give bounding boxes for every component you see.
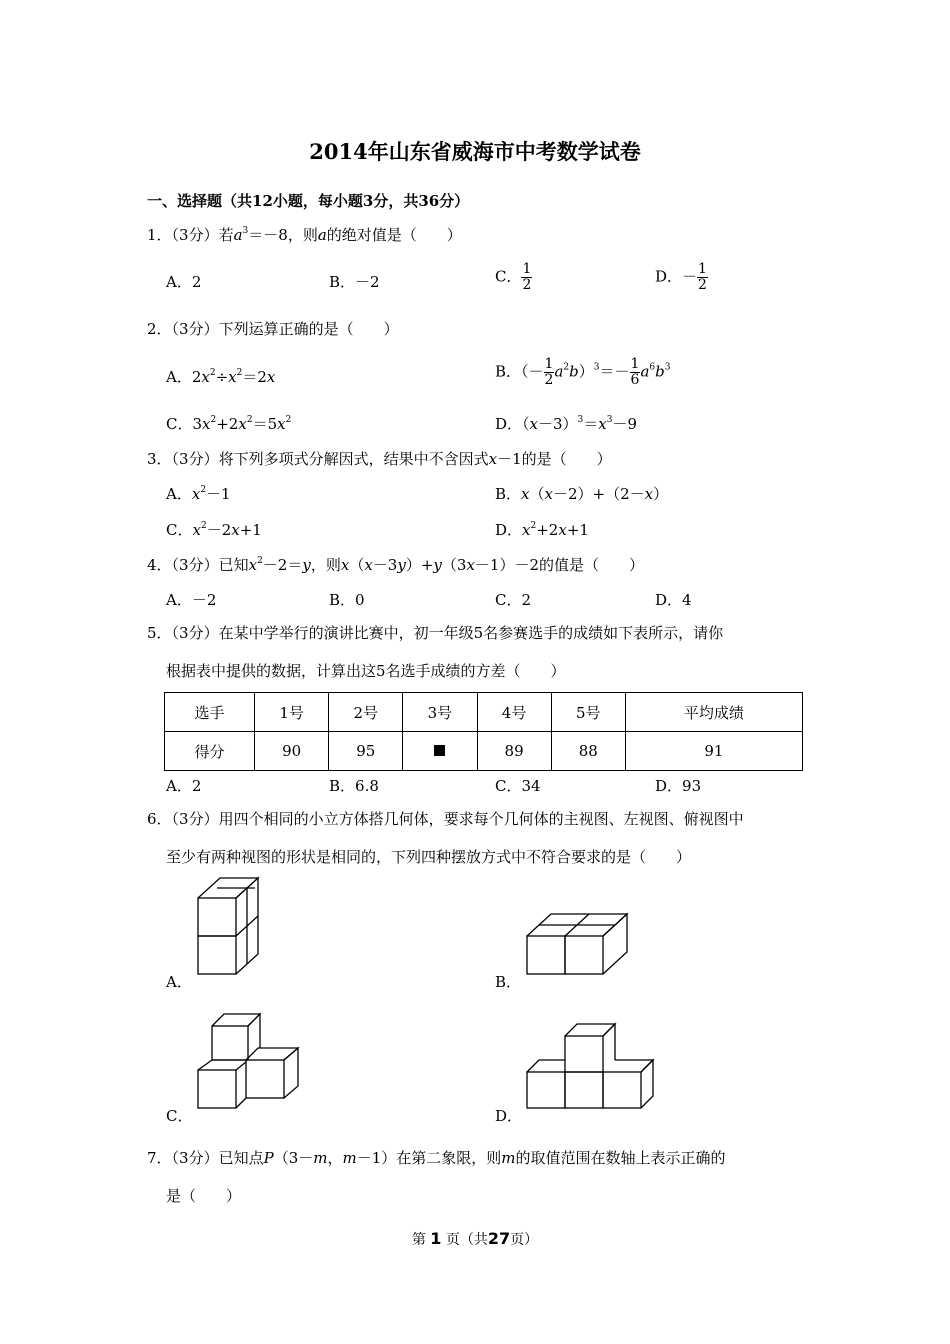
- section-heading: 一、选择题（共12小题，每小题3分，共36分）: [147, 192, 470, 210]
- q2-option-c: C．$3x^2+2x^2=5x^2$: [166, 415, 292, 433]
- question-2-stem: 2．（3分）下列运算正确的是（ ）: [147, 320, 399, 338]
- table-cell: 88: [551, 732, 625, 771]
- fraction: $\frac{1}{2}$: [522, 261, 532, 293]
- q6-option-d: D．: [495, 1107, 523, 1125]
- table-cell: [403, 732, 477, 771]
- q3-option-c: C．$x^2-2x+1$: [166, 521, 262, 539]
- q2-option-b: B．（－ $\frac{1}{2}$ $a^2b)^3=-$ $\frac{1}{6}$ $a^6b^3$: [495, 356, 671, 388]
- cube-figure-d: [527, 1024, 657, 1110]
- q4-option-d: D．4: [655, 591, 692, 609]
- table-header: 1号: [255, 693, 329, 732]
- table-cell: 89: [477, 732, 551, 771]
- q1-option-c: C． $\frac{1}{2}$: [495, 261, 532, 293]
- question-6-line-1: 6．（3分）用四个相同的小立方体搭几何体，要求每个几何体的主视图、左视图、俯视图中: [147, 810, 744, 828]
- question-5-line-2: 根据表中提供的数据，计算出这5名选手成绩的方差（ ）: [166, 662, 566, 680]
- table-cell: 95: [329, 732, 403, 771]
- black-square-icon: [434, 745, 445, 756]
- question-4-stem: 4．（3分）已知$x^2-2=y$，则x（x－3y）+y（3x－1）－2的值是（ ）: [147, 556, 645, 574]
- table-row: [165, 693, 803, 732]
- q6-option-b: B．: [495, 973, 522, 991]
- q1-option-d: D．－ $\frac{1}{2}$: [655, 261, 707, 293]
- question-6-line-2: 至少有两种视图的形状是相同的，下列四种摆放方式中不符合要求的是（ ）: [166, 848, 692, 866]
- table-cell: 得分: [165, 732, 255, 771]
- table-header: 2号: [329, 693, 403, 732]
- table-header: 4号: [477, 693, 551, 732]
- q6-option-a: A．: [166, 973, 192, 991]
- q6-option-c: C．: [166, 1107, 193, 1125]
- table-header: 平均成绩: [625, 693, 802, 732]
- question-1-stem: 1．（3分）若$a^3=-8$，则a的绝对值是（ ）: [147, 226, 462, 244]
- q1-option-b: B．－2: [329, 273, 380, 291]
- table-header: 选手: [165, 693, 255, 732]
- question-3-stem: 3．（3分）将下列多项式分解因式，结果中不含因式x－1的是（ ）: [147, 450, 612, 468]
- q4-option-a: A．－2: [166, 591, 217, 609]
- page-number: 1: [430, 1229, 442, 1248]
- cube-figure-b: [527, 914, 637, 979]
- table-row: [165, 732, 803, 771]
- table-header: 3号: [403, 693, 477, 732]
- table-cell: 91: [625, 732, 802, 771]
- q1-option-a: A．2: [166, 273, 202, 291]
- q4-option-b: B．0: [329, 591, 365, 609]
- table-header: 5号: [551, 693, 625, 732]
- table-cell: 90: [255, 732, 329, 771]
- question-7-line-1: 7．（3分）已知点P（3－m，m－1）在第二象限，则m的取值范围在数轴上表示正确的: [147, 1149, 726, 1167]
- fraction: $\frac{1}{2}$: [698, 261, 707, 293]
- q5-option-b: B．6.8: [329, 777, 379, 795]
- q5-option-a: A．2: [166, 777, 202, 795]
- q2-option-a: A．$2x^2\div x^2=2x$: [166, 368, 276, 386]
- page-footer: 第 1 页（共27页）: [411, 1229, 539, 1248]
- q3-option-d: D．$x^2+2x+1$: [495, 521, 589, 539]
- q4-option-c: C．2: [495, 591, 532, 609]
- q2-option-d: D．$(x-3)^3=x^3-9$: [495, 415, 638, 433]
- score-table: [164, 692, 803, 771]
- question-5-line-1: 5．（3分）在某中学举行的演讲比赛中，初一年级5名参赛选手的成绩如下表所示，请你: [147, 624, 724, 642]
- q3-option-a: A．$x^2-1$: [166, 485, 231, 503]
- q5-option-c: C．34: [495, 777, 541, 795]
- q5-option-d: D．93: [655, 777, 702, 795]
- cube-figure-a: [198, 878, 268, 978]
- q3-option-b: B．x（x－2）+（2－x）: [495, 485, 669, 503]
- cube-figure-c: [198, 1014, 303, 1114]
- question-7-line-2: 是（ ）: [166, 1187, 242, 1205]
- page-title: 2014年山东省威海市中考数学试卷: [309, 139, 641, 164]
- total-pages: 27: [487, 1229, 511, 1248]
